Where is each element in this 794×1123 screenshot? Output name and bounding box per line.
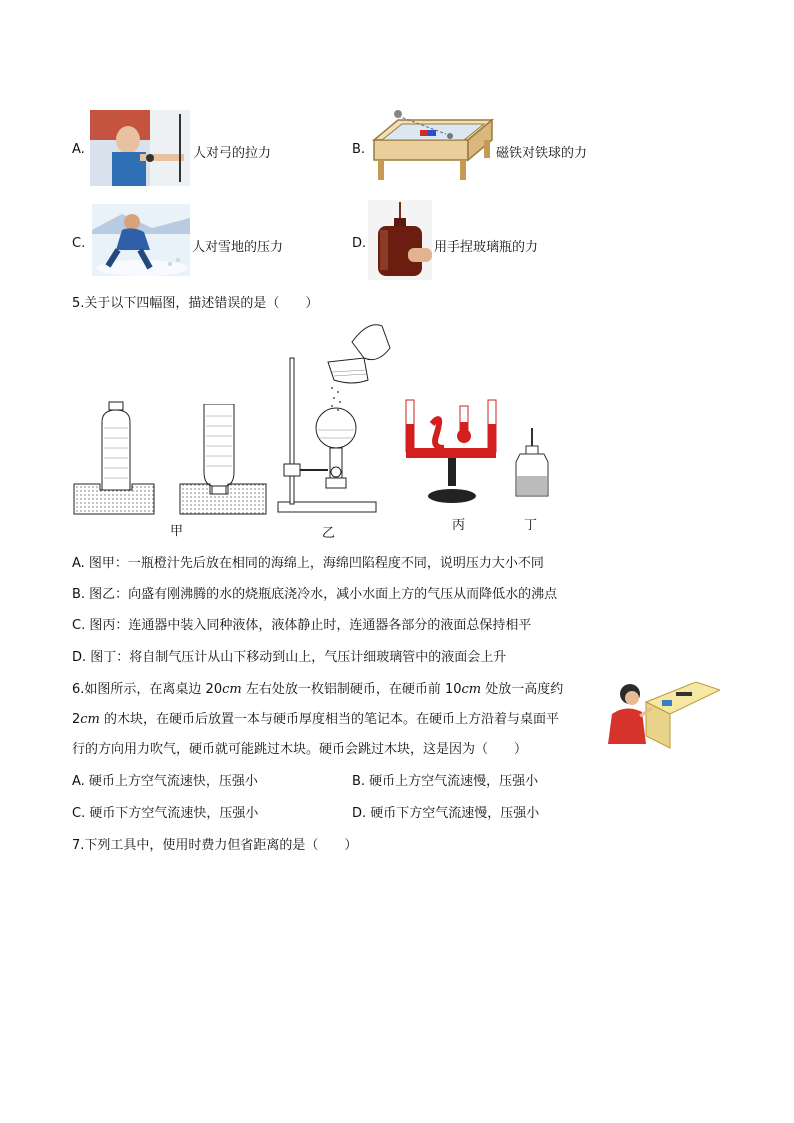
q5-stem: 5.关于以下四幅图，描述错误的是（ ） — [72, 296, 319, 311]
magnet-tray-image — [368, 106, 494, 188]
snow-walker-image — [92, 204, 190, 276]
figure-label-yi: 乙 — [322, 526, 336, 541]
q6-stem-line1: 6.如图所示，在离桌边 20cm 左右处放一枚铝制硬币，在硬币前 10cm 处放一高度约 — [72, 682, 564, 697]
q6-option-d: D. 硬币下方空气流速慢，压强小 — [352, 806, 540, 821]
q6-option-a: A. 硬币上方空气流速快，压强小 — [72, 774, 258, 789]
figure-jia-upright-bottle — [72, 398, 162, 516]
blowing-coin-image — [606, 678, 720, 750]
option-letter: C. — [72, 236, 86, 251]
option-letter: D. — [352, 236, 367, 251]
option-text: 磁铁对铁球的力 — [496, 146, 588, 161]
figure-label-ding: 丁 — [524, 518, 538, 533]
figure-label-bing: 丙 — [452, 518, 466, 533]
archer-image — [90, 110, 190, 186]
figure-yi-flask-stand — [274, 318, 394, 518]
option-text: 人对弓的拉力 — [193, 146, 272, 161]
q6-stem-line2: 2cm 的木块，在硬币后放置一本与硬币厚度相当的笔记本。在硬币上方沿着与桌面平 — [72, 712, 560, 727]
q6-stem-line3: 行的方向用力吹气，硬币就可能跳过木块。硬币会跳过木块，这是因为（ ） — [72, 742, 528, 757]
figure-jia-inverted-bottle — [178, 404, 270, 516]
figure-label-jia: 甲 — [170, 524, 184, 539]
q5-option-a: A. 图甲：一瓶橙汁先后放在相同的海绵上，海绵凹陷程度不同，说明压力大小不同 — [72, 556, 544, 571]
figure-bing-connected-vessels — [402, 398, 502, 506]
option-text: 人对雪地的压力 — [192, 240, 284, 255]
q5-option-b: B. 图乙：向盛有刚沸腾的水的烧瓶底浇冷水，减小水面上方的气压从而降低水的沸点 — [72, 587, 558, 602]
glass-bottle-image — [368, 200, 432, 280]
option-letter: B. — [352, 142, 366, 157]
q6-option-c: C. 硬币下方空气流速快，压强小 — [72, 806, 259, 821]
q7-stem: 7.下列工具中，使用时费力但省距离的是（ ） — [72, 838, 358, 853]
q5-option-c: C. 图丙：连通器中装入同种液体，液体静止时，连通器各部分的液面总保持相平 — [72, 618, 532, 633]
q5-option-d: D. 图丁：将自制气压计从山下移动到山上，气压计细玻璃管中的液面会上升 — [72, 650, 507, 665]
q6-option-b: B. 硬币上方空气流速慢，压强小 — [352, 774, 539, 789]
option-letter: A. — [72, 142, 85, 157]
option-text: 用手捏玻璃瓶的力 — [434, 240, 539, 255]
figure-ding-barometer — [514, 428, 550, 500]
